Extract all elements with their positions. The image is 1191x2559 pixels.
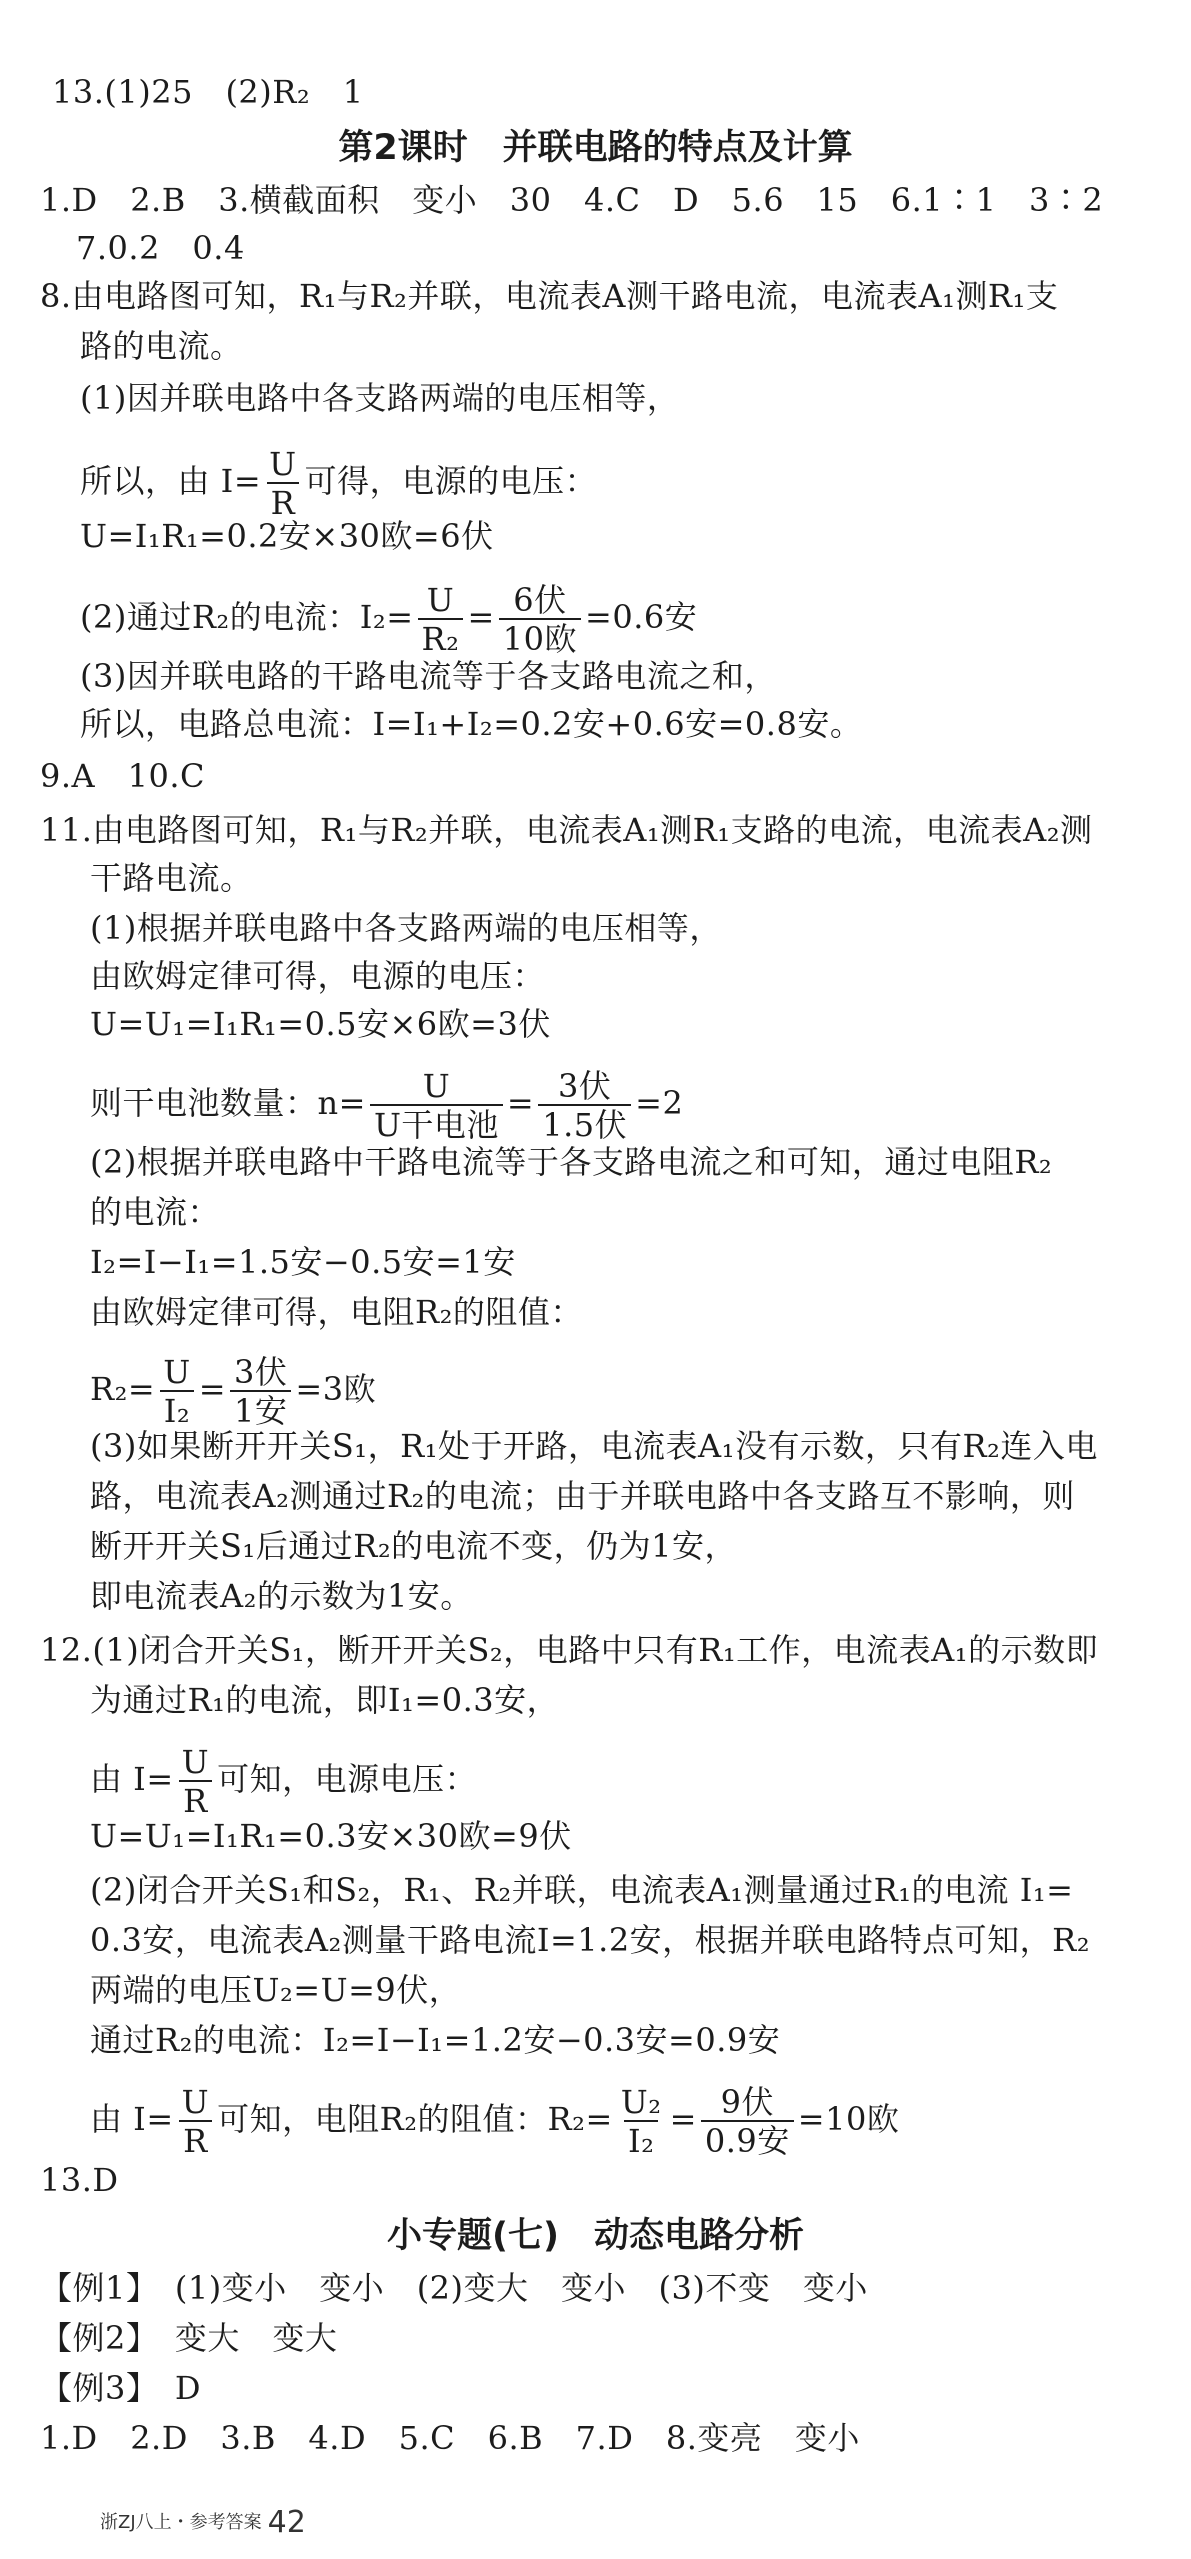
- section-heading-topic7: 小专题(七) 动态电路分析: [387, 2216, 804, 2256]
- answer-12-part2-line2: 0.3安，电流表A₂测量干路电流I=1.2安，根据并联电路特点可知，R₂: [90, 1921, 1091, 1959]
- answer-11-resistance: R₂= $\frac{U}{\text{I₂}}$ = $\frac{\text{3伏}}{\text{1安}}$ =3欧: [90, 1353, 377, 1430]
- answer-11-part3-line4: 即电流表A₂的示数为1安。: [90, 1577, 473, 1615]
- answers-9-10: 9.A 10.C: [40, 757, 206, 795]
- answer-12-line1: 12.(1)闭合开关S₁，断开开关S₂，电路中只有R₁工作，电流表A₁的示数即: [40, 1631, 1099, 1669]
- example-1-answer: 【例1】 (1)变小 变小 (2)变大 变小 (3)不变 变小: [40, 2269, 868, 2307]
- fraction-u-over-r: $\frac{U}{R}$: [265, 448, 300, 519]
- fraction-9v-over-0-9a: $\frac{\text{9伏}}{\text{0.9安}}$: [701, 2086, 794, 2157]
- answer-11-resistance-intro: 由欧姆定律可得，电阻R₂的阻值：: [90, 1293, 583, 1331]
- answer-8-part1: (1)因并联电路中各支路两端的电压相等，: [80, 379, 680, 417]
- fraction-u-over-r-c: $\frac{U}{R}$: [178, 2086, 213, 2157]
- answer-11-line1: 11.由电路图可知，R₁与R₂并联，电流表A₁测R₁支路的电流，电流表A₂测: [40, 811, 1093, 849]
- fraction-3v-over-1-5v: $\frac{\text{3伏}}{\text{1.5伏}}$: [538, 1070, 631, 1141]
- fraction-u-over-ubattery: $\frac{U}{\text{U干电池}}$: [370, 1070, 503, 1141]
- answers-1-8-topic7: 1.D 2.D 3.B 4.D 5.C 6.B 7.D 8.变亮 变小: [40, 2419, 860, 2457]
- fraction-u-over-i2: $\frac{U}{\text{I₂}}$: [159, 1356, 194, 1427]
- answer-12-formula-ohm: 由 I= $\frac{U}{R}$ 可知，电源电压：: [90, 1743, 478, 1820]
- answer-11-part2-line2: 的电流：: [90, 1193, 221, 1231]
- answer-8-line2: 路的电流。: [80, 327, 243, 365]
- example-2-answer: 【例2】 变大 变大: [40, 2319, 338, 2357]
- answer-11-battery-count: 则干电池数量：n= $\frac{U}{\text{U干电池}}$ = $\frac{\text{3伏}}{\text{1.5伏}}$ =2: [90, 1067, 684, 1144]
- answer-7: 7.0.2 0.4: [76, 229, 245, 267]
- answer-11-part3-line3: 断开开关S₁后通过R₂的电流不变，仍为1安，: [90, 1527, 738, 1565]
- answer-12-resistance: 由 I= $\frac{U}{R}$ 可知，电阻R₂的阻值：R₂= $\frac{\text{U₂}}{\text{I₂}}$ = $\frac{\text{9伏}}{\text{0.9安}}$ =10欧: [90, 2083, 900, 2160]
- answer-12-part2-line3: 两端的电压U₂=U=9伏，: [90, 1971, 462, 2009]
- answer-11-part2-line1: (2)根据并联电路中干路电流等于各支路电流之和可知，通过电阻R₂: [90, 1143, 1053, 1181]
- answer-8-part2: (2)通过R₂的电流：I₂= $\frac{U}{\text{R₂}}$ = $\frac{\text{6伏}}{\text{10欧}}$ =0.6安: [80, 581, 698, 658]
- example-3-answer: 【例3】 D: [40, 2369, 202, 2407]
- fraction-u-over-r2: $\frac{U}{\text{R₂}}$: [418, 584, 464, 655]
- answer-11-part1: (1)根据并联电路中各支路两端的电压相等，: [90, 909, 722, 947]
- answer-8-voltage: U=I₁R₁=0.2安×30欧=6伏: [80, 517, 494, 555]
- answer-13: 13.D: [40, 2161, 119, 2199]
- page-number: 42: [267, 2505, 306, 2540]
- fraction-u2-over-i2: $\frac{\text{U₂}}{\text{I₂}}$: [620, 2083, 662, 2160]
- answer-11-current: I₂=I−I₁=1.5安−0.5安=1安: [90, 1243, 516, 1281]
- answer-12-current: 通过R₂的电流：I₂=I−I₁=1.2安−0.3安=0.9安: [90, 2021, 781, 2059]
- answer-8-total-current: 所以，电路总电流：I=I₁+I₂=0.2安+0.6安=0.8安。: [80, 705, 863, 743]
- answer-8-part3: (3)因并联电路的干路电流等于各支路电流之和，: [80, 657, 777, 695]
- answer-12-line2: 为通过R₁的电流，即I₁=0.3安，: [90, 1681, 560, 1719]
- section-heading-lesson2: 第2课时 并联电路的特点及计算: [338, 128, 853, 168]
- page-footer: [100, 2505, 306, 2540]
- fraction-6v-over-10ohm: $\frac{\text{6伏}}{\text{10欧}}$: [499, 584, 581, 655]
- fraction-3v-over-1a: $\frac{\text{3伏}}{\text{1安}}$: [230, 1356, 291, 1427]
- answer-8-line1: 8.由电路图可知，R₁与R₂并联，电流表A测干路电流，电流表A₁测R₁支: [40, 277, 1059, 315]
- answer-8-formula-ohm: 所以，由 I= $\frac{U}{R}$ 可得，电源的电压：: [80, 445, 598, 522]
- fraction-u-over-r-b: $\frac{U}{R}$: [178, 1746, 213, 1817]
- answer-11-ohm-law: 由欧姆定律可得，电源的电压：: [90, 957, 546, 995]
- answer-11-line2: 干路电流。: [90, 859, 253, 897]
- answer-13-previous: 13.(1)25 (2)R₂ 1: [52, 73, 364, 111]
- answer-12-voltage: U=U₁=I₁R₁=0.3安×30欧=9伏: [90, 1817, 572, 1855]
- answer-11-voltage: U=U₁=I₁R₁=0.5安×6欧=3伏: [90, 1005, 551, 1043]
- answer-12-part2-line1: (2)闭合开关S₁和S₂，R₁、R₂并联，电流表A₁测量通过R₁的电流 I₁=: [90, 1871, 1074, 1909]
- footer-label: 浙ZJ八上・参考答案: [100, 2512, 262, 2533]
- answer-11-part3-line2: 路，电流表A₂测通过R₂的电流；由于并联电路中各支路互不影响，则: [90, 1477, 1075, 1515]
- answers-1-6: 1.D 2.B 3.横截面积 变小 30 4.C D 5.6 15 6.1∶1 3∶2: [40, 181, 1104, 219]
- answer-11-part3-line1: (3)如果断开开关S₁，R₁处于开路，电流表A₁没有示数，只有R₂连入电: [90, 1427, 1098, 1465]
